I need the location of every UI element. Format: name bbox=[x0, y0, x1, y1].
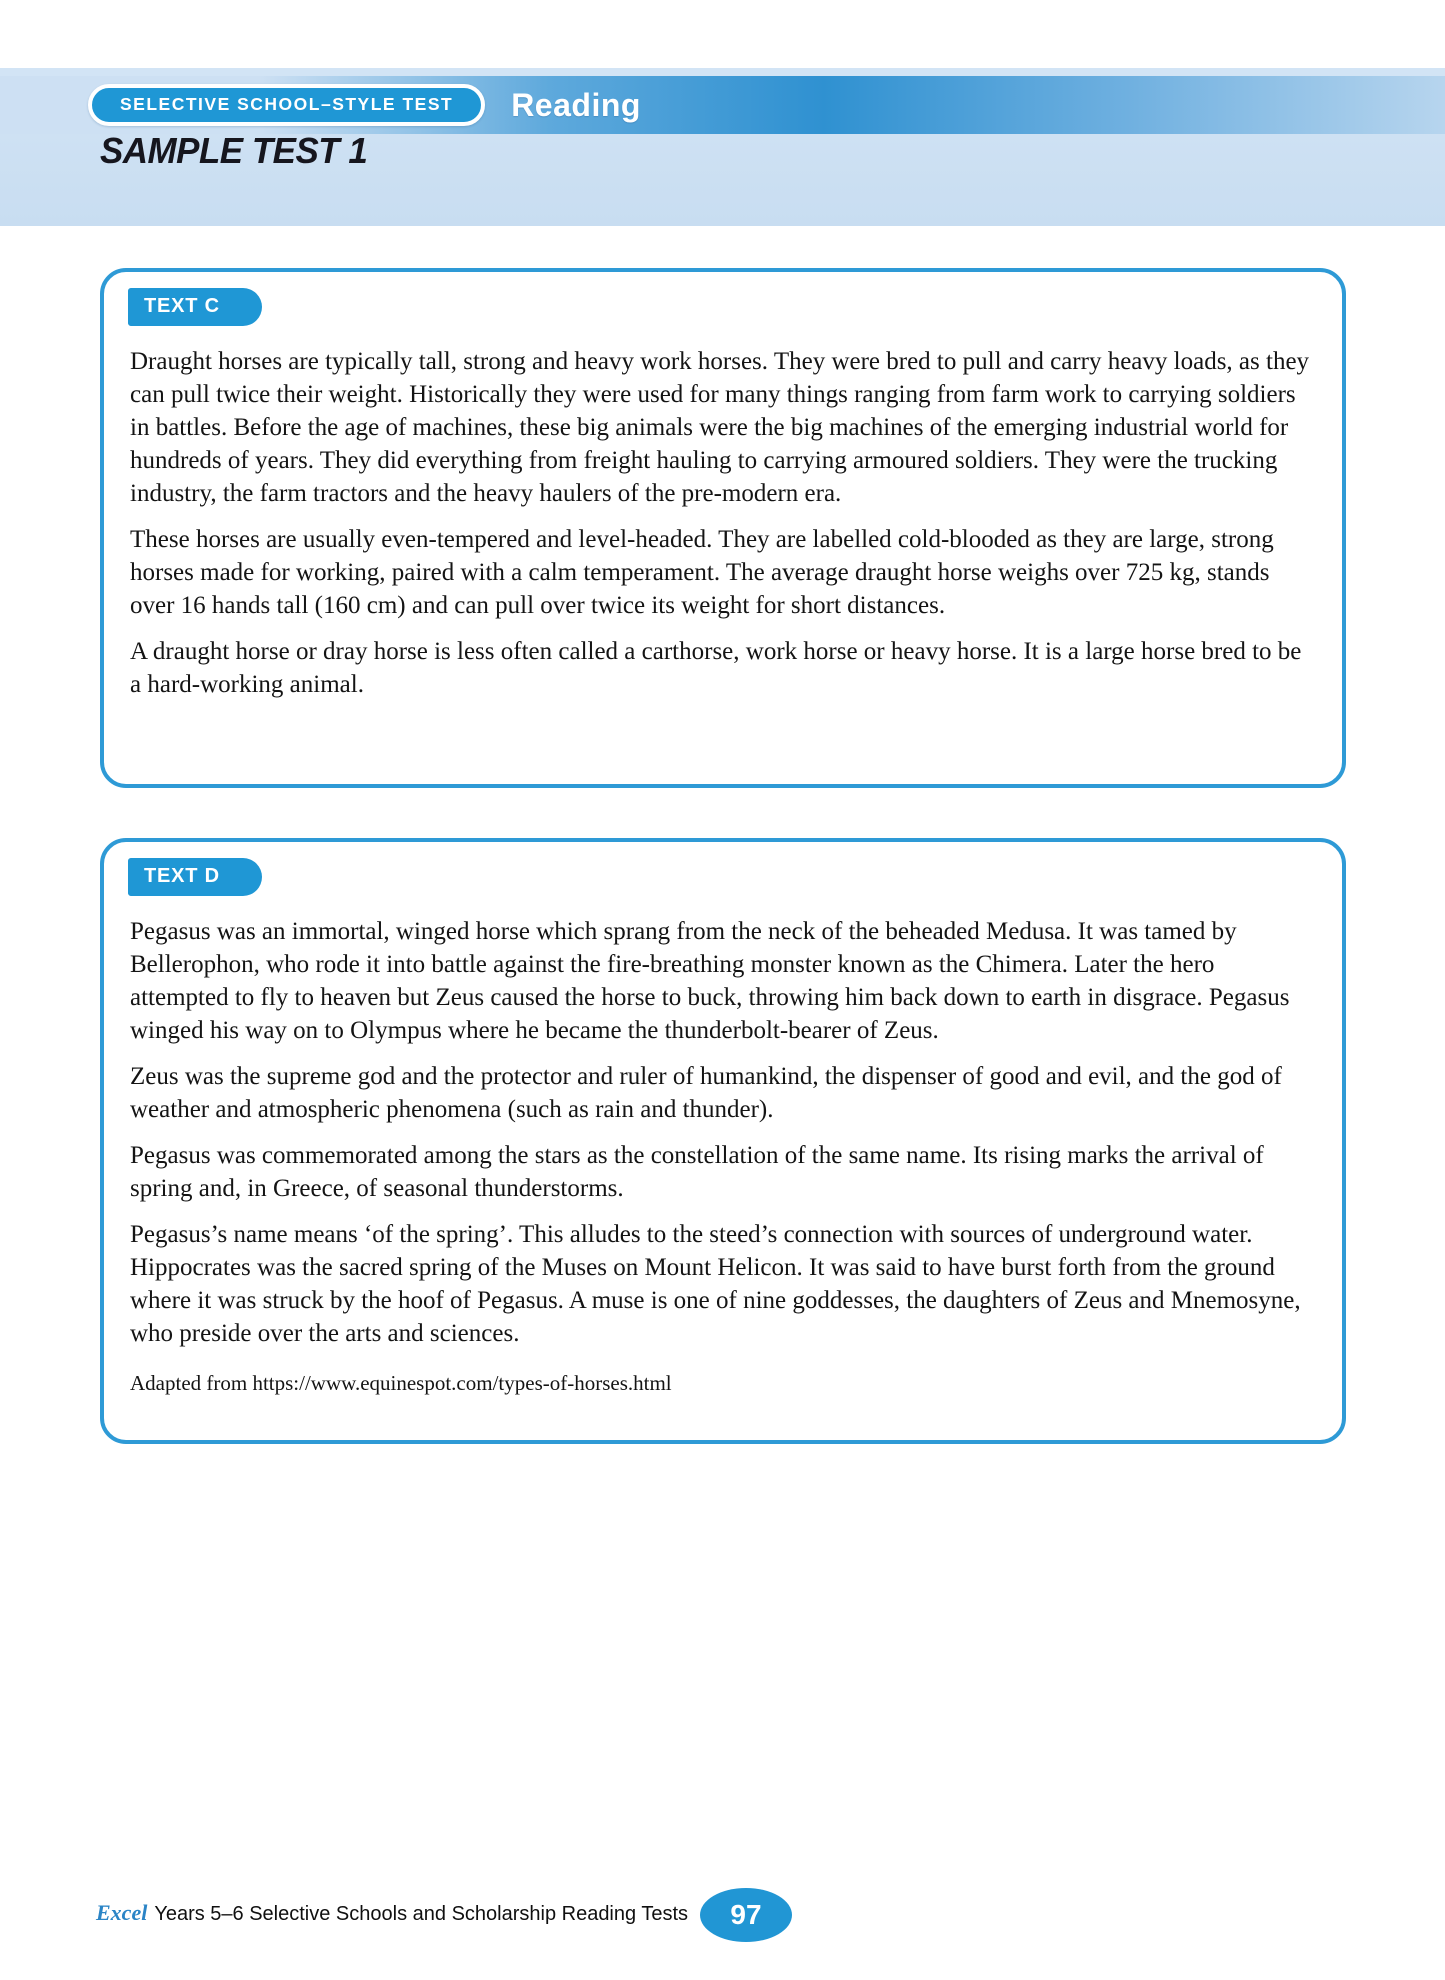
passage-box-text-d bbox=[100, 838, 1346, 1444]
header-gradient-strip bbox=[0, 76, 1445, 134]
paragraph: Pegasus was commemorated among the stars as the constellation of the same name. Its rising marks the arrival of spring and, in Greece, of seasonal thunderstorms. bbox=[130, 1142, 1264, 1202]
passage-box-text-c bbox=[100, 268, 1346, 788]
paragraph: Pegasus was an immortal, winged horse which sprang from the neck of the beheaded Medusa. It was tamed by Bellerophon, who rode it into battle against the fire-breathing monster known as the Chimera. Later the hero attempted to fly to heaven but Zeus caused the horse to buck, throwing him back down to earth in disgrace. Pegasus winged his way on to Olympus where he became the thunderbolt-bearer of Zeus. bbox=[130, 918, 1290, 1044]
section-title: Reading bbox=[511, 86, 641, 123]
source-attribution: Adapted from https://www.equinespot.com/types-of-horses.html bbox=[130, 1371, 672, 1395]
page-number: 97 bbox=[730, 1899, 762, 1930]
passage-body-text-c bbox=[130, 345, 1316, 701]
footer-title: Years 5–6 Selective Schools and Scholarship Reading Tests bbox=[154, 1903, 688, 1925]
page-footer bbox=[0, 1888, 1445, 1948]
footer-brand: Excel bbox=[96, 1900, 148, 1925]
paragraph: These horses are usually even-tempered and level-headed. They are labelled cold-blooded as they are large, strong horses made for working, paired with a calm temperament. The average draught horse weighs over 725 kg, stands over 16 hands tall (160 cm) and can pull over twice its weight for short distances. bbox=[130, 526, 1274, 619]
passage-body-text-d bbox=[130, 915, 1316, 1350]
page-title: SAMPLE TEST 1 bbox=[100, 130, 368, 171]
paragraph: A draught horse or dray horse is less often called a carthorse, work horse or heavy horse. It is a large horse bred to be a hard-working animal. bbox=[130, 638, 1302, 698]
page-number-badge bbox=[700, 1888, 792, 1942]
paragraph: Draught horses are typically tall, strong and heavy work horses. They were bred to pull and carry heavy loads, as they can pull twice their weight. Historically they were used for many things ranging from farm work to carrying soldiers in battles. Before the age of machines, these big animals were the big machines of the emerging industrial world for hundreds of years. They did everything from freight hauling to carrying armoured soldiers. They were the trucking industry, the farm tractors and the heavy haulers of the pre-modern era. bbox=[130, 348, 1310, 507]
test-type-badge: SELECTIVE SCHOOL–STYLE TEST bbox=[88, 84, 485, 126]
passage-tab-text-d: TEXT D bbox=[128, 858, 262, 896]
paragraph: Pegasus’s name means ‘of the spring’. This alludes to the steed’s connection with sources of underground water. Hippocrates was the sacred spring of the Muses on Mount Helicon. It was said to have burst forth from the ground where it was struck by the hoof of Pegasus. A muse is one of nine goddesses, the daughters of Zeus and Mnemosyne, who preside over the arts and sciences. bbox=[130, 1221, 1301, 1347]
passage-tab-text-c: TEXT C bbox=[128, 288, 262, 326]
header-band bbox=[0, 68, 1445, 226]
paragraph: Zeus was the supreme god and the protector and ruler of humankind, the dispenser of good and evil, and the god of weather and atmospheric phenomena (such as rain and thunder). bbox=[130, 1063, 1282, 1123]
footer-book-title bbox=[96, 1900, 688, 1926]
